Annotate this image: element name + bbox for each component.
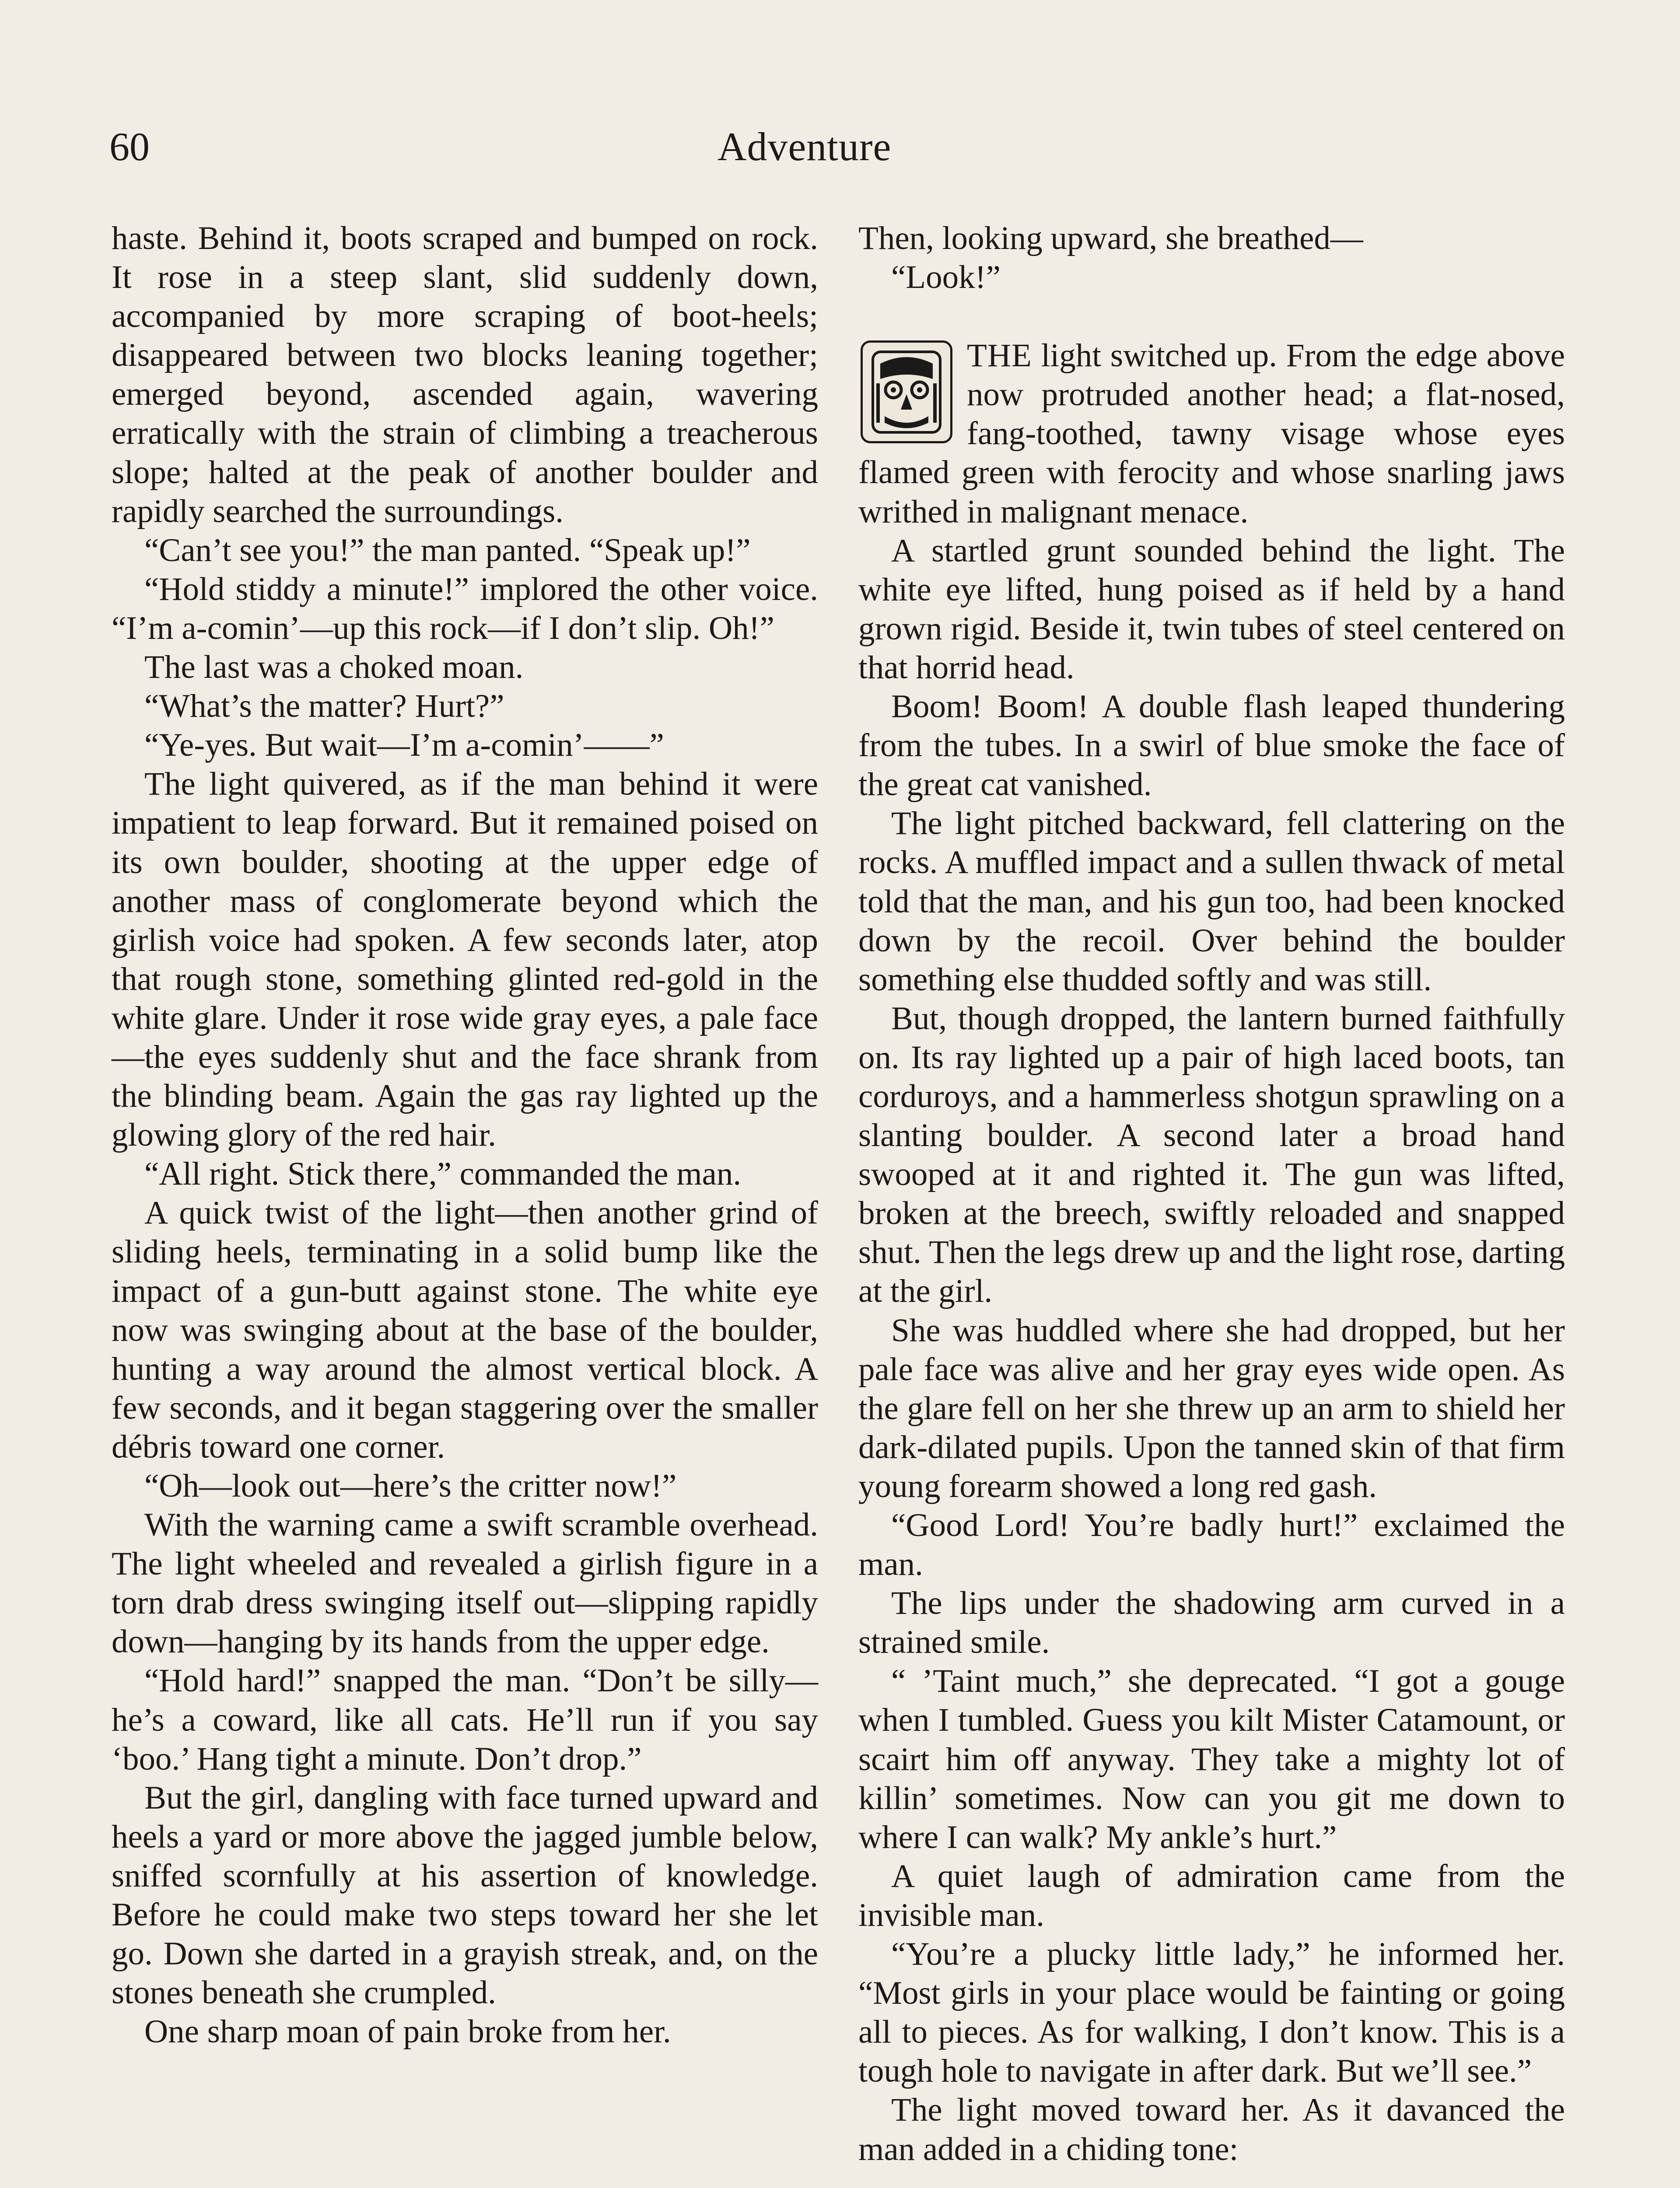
paragraph: “You’re a plucky little lady,” he informed her. “Most girls in your place would be fainting or going all to pieces. As for walking, I don’t know. This is a tough hole to navigate in after dark. But we’ll see.” xyxy=(858,1936,1565,2090)
paragraph: The light moved toward her. As it davanced the man added in a chiding tone: xyxy=(858,2092,1565,2167)
paragraph: “Good Lord! You’re badly hurt!” exclaimed the man. xyxy=(858,1507,1565,1583)
paragraph: With the warning came a swift scramble overhead. The light wheeled and revealed a girlish figure in a torn drab dress swinging itself out—slipping rapidly down—hanging by its hands from the upper edge. xyxy=(112,1507,818,1660)
paragraph: But, though dropped, the lantern burned faithfully on. Its ray lighted up a pair of high laced boots, tan corduroys, and a hammerless shotgun sprawling on a slanting boulder. A second later a broad hand swooped at it and righted it. The gun was lifted, broken at the breech, swiftly reloaded and snapped shut. Then the legs drew up and the light rose, darting at the girl. xyxy=(858,1000,1565,1310)
page-header xyxy=(109,120,1566,177)
paragraph: But the girl, dangling with face turned upward and heels a yard or more above the jagged jumble below, sniffed scornfully at his assertion of knowledge. Before he could make two steps toward her she let go. Down she darted in a grayish streak, and, on the stones beneath she crumpled. xyxy=(112,1779,818,2011)
paragraph: A quick twist of the light—then another grind of sliding heels, terminating in a solid bump like the impact of a gun-butt against stone. The white eye now was swinging about at the base of the boulder, hunting a way around the almost vertical block. A few seconds, and it began staggering over the smaller débris toward one corner. xyxy=(112,1195,818,1465)
dropcap-paragraph-text: light switched up. From the edge above now protruded another head; a flat-nosed, fang-toothed, tawny visage whose eyes flamed green with ferocity and whose snarling jaws writhed in malignant menace. xyxy=(858,337,1565,530)
paragraph: “Can’t see you!” the man panted. “Speak up!” xyxy=(144,532,751,568)
paragraph: One sharp moan of pain broke from her. xyxy=(144,2013,671,2050)
paragraph: A quiet laugh of admiration came from the invisible man. xyxy=(858,1858,1565,1933)
dropcap-word: THE xyxy=(967,337,1032,374)
running-head: Adventure xyxy=(718,124,892,169)
paragraph: A startled grunt sounded behind the light. The white eye lifted, hung poised as if held by a hand grown rigid. Beside it, twin tubes of steel centered on that horrid head. xyxy=(858,532,1565,686)
paragraph: “Ye-yes. But wait—I’m a-comin’——” xyxy=(144,727,664,764)
right-column xyxy=(858,219,1565,2169)
paragraph: “Hold hard!” snapped the man. “Don’t be silly—he’s a coward, like all cats. He’ll run if you say ‘boo.’ Hang tight a minute. Don’t drop.” xyxy=(112,1662,818,1777)
paragraph: Then, looking upward, she breathed— xyxy=(858,220,1363,256)
page-number: 60 xyxy=(109,124,150,169)
paragraph: “Oh—look out—here’s the critter now!” xyxy=(144,1468,677,1504)
paragraph: The light pitched backward, fell clattering on the rocks. A muffled impact and a sullen thwack of metal told that the man, and his gun too, had been knocked down by the recoil. Over behind the boulder something else thudded softly and was still. xyxy=(858,805,1565,998)
paragraph: She was huddled where she had dropped, but her pale face was alive and her gray eyes wide open. As the glare fell on her she threw up an arm to shield her dark-dilated pupils. Upon the tanned skin of that firm young forearm showed a long red gash. xyxy=(858,1312,1565,1504)
paragraph: “Hold stiddy a minute!” implored the other voice. “I’m a-comin’—up this rock—if I don’t slip. Oh!” xyxy=(112,571,818,646)
paragraph: “ ’Taint much,” she deprecated. “I got a gouge when I tumbled. Guess you kilt Mister Catamount, or scairt him off anyway. They take a mighty lot of killin’ sometimes. Now can you git me down to where I can walk? My ankle’s hurt.” xyxy=(858,1663,1565,1855)
left-column xyxy=(112,219,818,2051)
paragraph: The lips under the shadowing arm curved in a strained smile. xyxy=(858,1585,1565,1661)
paragraph: Boom! Boom! A double flash leaped thundering from the tubes. In a swirl of blue smoke the face of the great cat vanished. xyxy=(858,688,1565,803)
dropcap xyxy=(858,338,955,445)
paragraph: “Look!” xyxy=(891,259,1001,296)
paragraph: The light quivered, as if the man behind it were impatient to leap forward. But it remained poised on its own boulder, shooting at the upper edge of another mass of conglomerate beyond which the girlish voice had spoken. A few seconds later, atop that rough stone, something glinted red-gold in the white glare. Under it rose wide gray eyes, a pale face—the eyes suddenly shut and the face shrank from the blinding beam. Again the gas ray lighted up the glowing glory of the red hair. xyxy=(112,766,818,1154)
paragraph: The last was a choked moan. xyxy=(144,649,524,686)
carved-mask-icon xyxy=(861,340,952,443)
paragraph: haste. Behind it, boots scraped and bumped on rock. It rose in a steep slant, slid suddenly down, accompanied by more scraping of boot-heels; disappeared between two blocks leaning together; emerged beyond, ascended again, wavering erratically with the strain of climbing a treacherous slope; halted at the peak of another boulder and rapidly searched the surroundings. xyxy=(112,220,818,529)
dropcap-paragraph xyxy=(858,336,1565,531)
paragraph: “All right. Stick there,” commanded the man. xyxy=(144,1156,742,1192)
paragraph: “What’s the matter? Hurt?” xyxy=(144,688,504,725)
